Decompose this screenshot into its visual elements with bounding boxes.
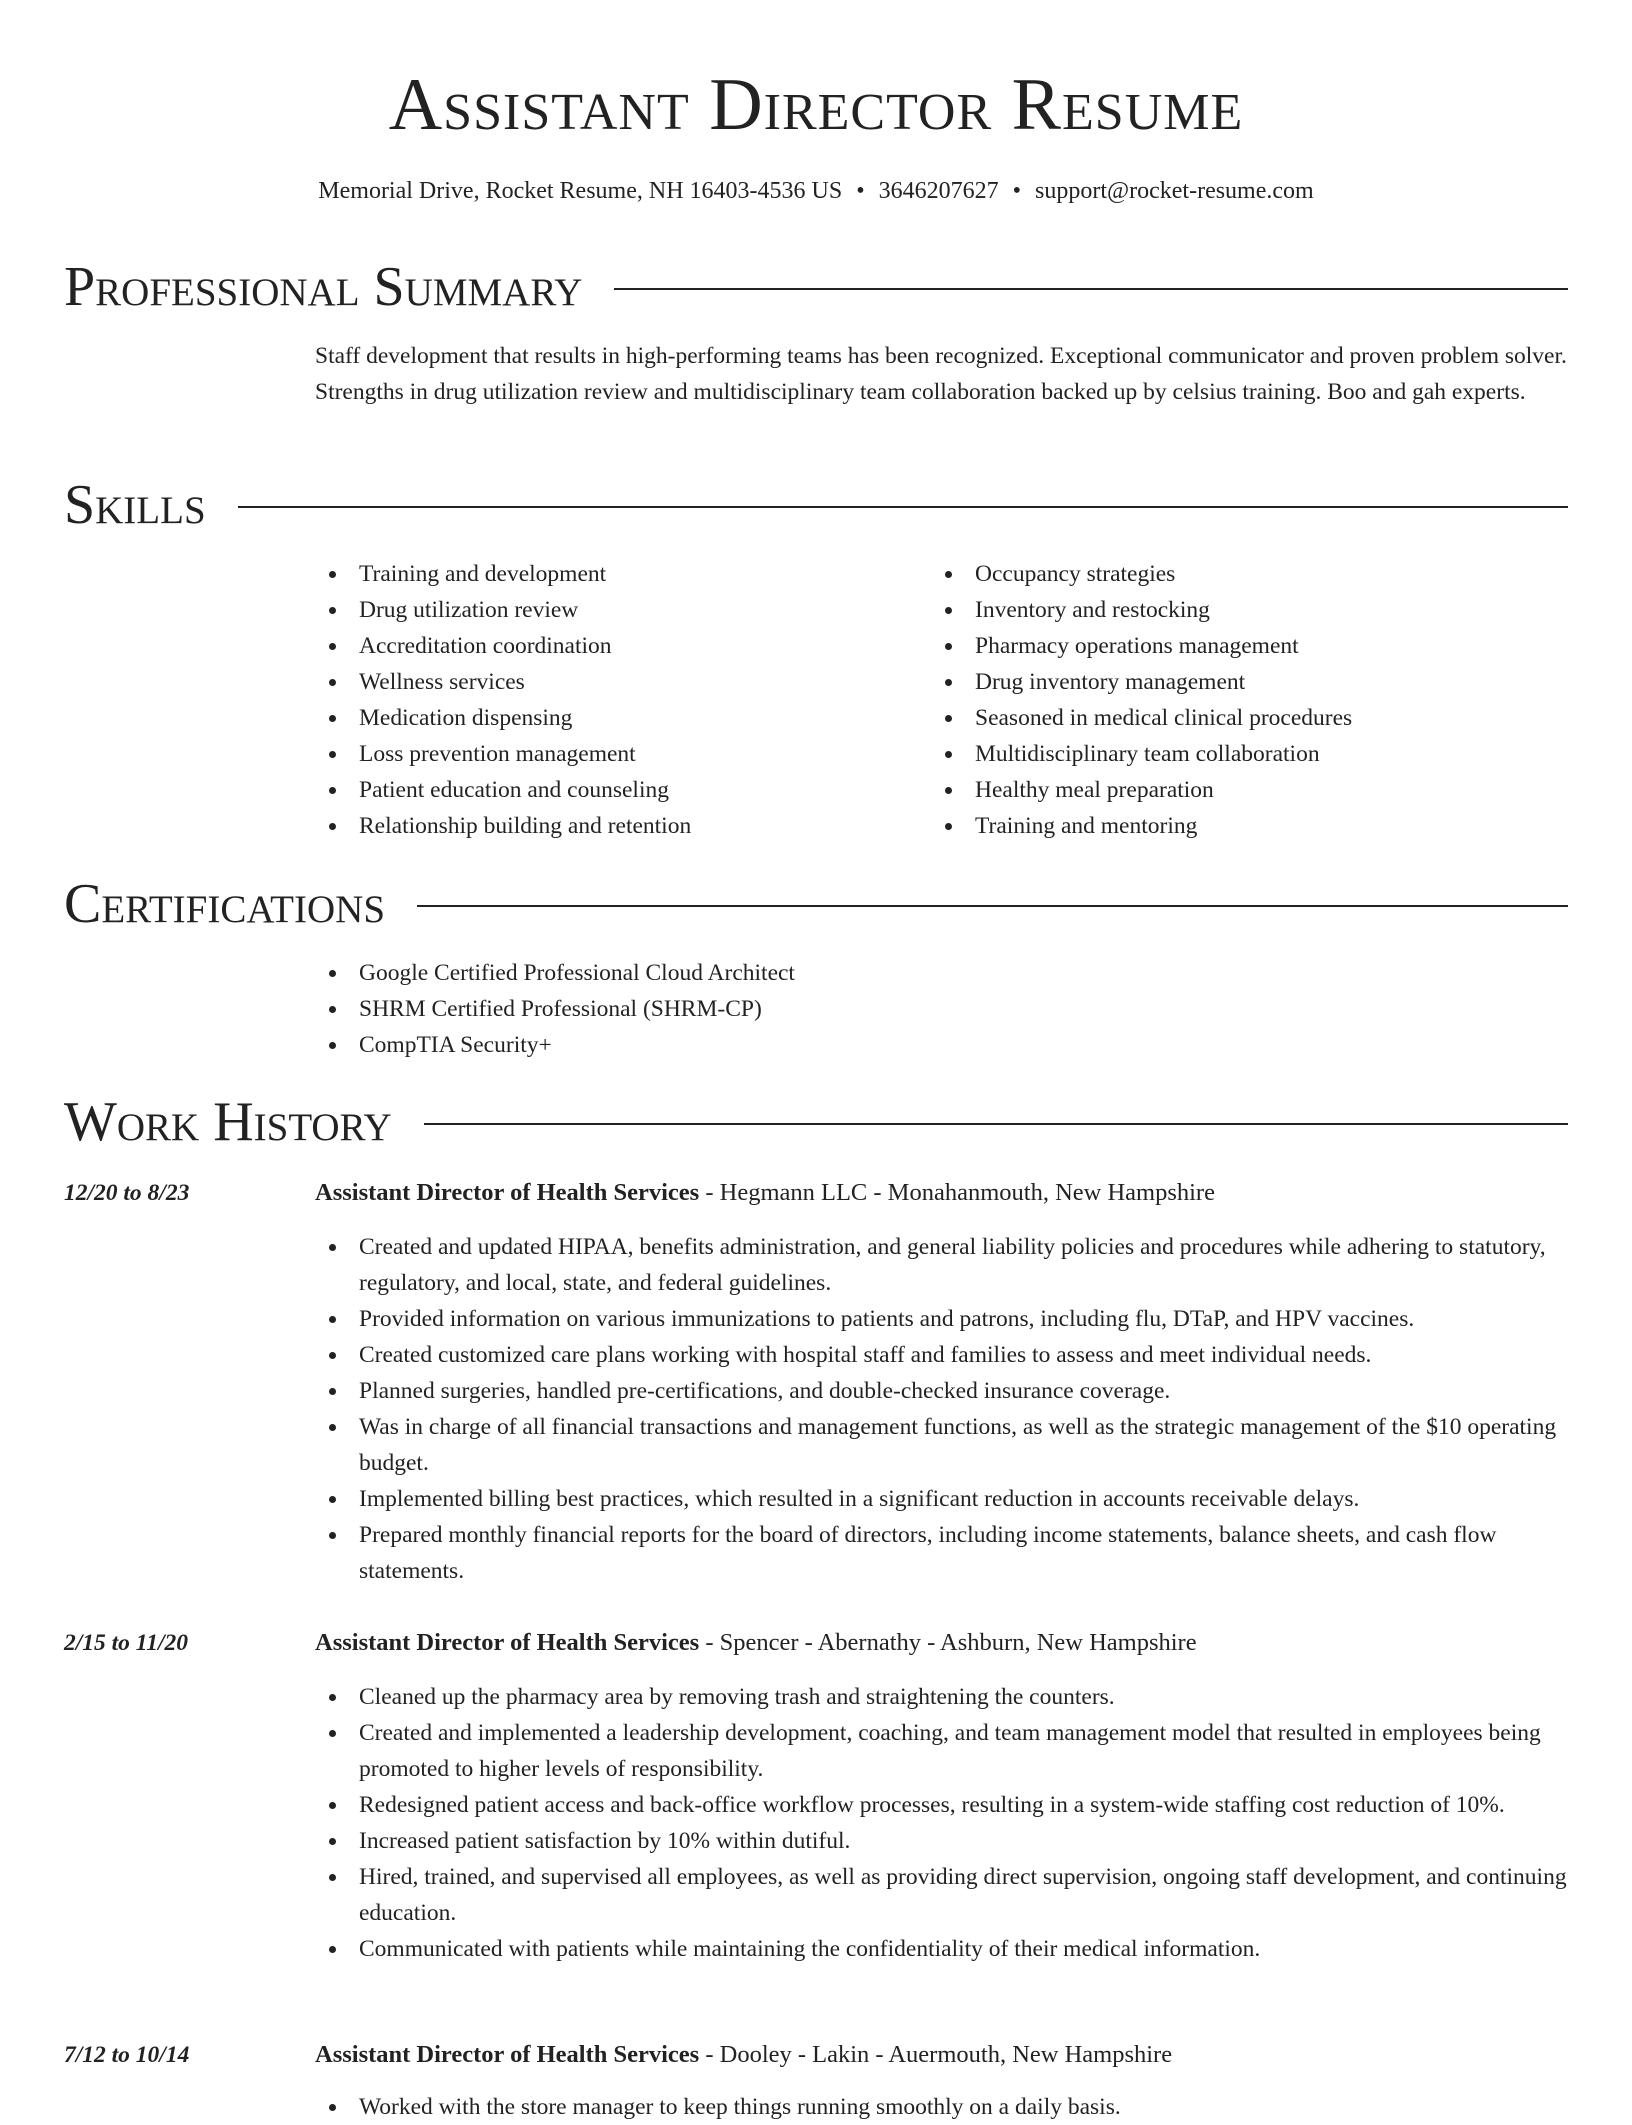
job-bullet: Created customized care plans working with hospital staff and families to assess and meet individual needs. [315,1337,1570,1373]
contact-phone: 3646207627 [878,178,999,204]
job-bullet: Prepared monthly financial reports for the board of directors, including income statements, balance sheets, and cash flow statements. [315,1517,1570,1589]
job-bullet: Provided information on various immunizations to patients and patrons, including flu, DTaP, and HPV vaccines. [315,1301,1570,1337]
section-heading-skills [64,474,1568,536]
job-bullet: Implemented billing best practices, which resulted in a significant reduction in accounts receivable delays. [315,1481,1570,1517]
skill-item: Inventory and restocking [931,592,1531,628]
job-bullet: Hired, trained, and supervised all employees, as well as providing direct supervision, ongoing staff development, and continuing education. [315,1859,1570,1931]
skill-item: Healthy meal preparation [931,772,1531,808]
job-dates: 2/15 to 11/20 [64,1630,189,1656]
skill-item: Patient education and counseling [315,772,915,808]
skill-item: Training and development [315,556,915,592]
job-bullet: Created and implemented a leadership development, coaching, and team management model that resulted in employees being promoted to higher levels of responsibility. [315,1715,1570,1787]
section-heading-certifications [64,873,1568,935]
job-employer-location: - Hegmann LLC - Monahanmouth, New Hampshire [699,1179,1215,1206]
job-bullet: Redesigned patient access and back-office workflow processes, resulting in a system-wide staffing cost reduction of 10%. [315,1787,1570,1823]
section-title: Professional Summary [64,256,583,318]
skill-item: Multidisciplinary team collaboration [931,736,1531,772]
skills-column-right [931,556,1531,844]
job-title: Assistant Director of Health Services [315,2041,700,2068]
skill-item: Pharmacy operations management [931,628,1531,664]
job-employer-location: - Spencer - Abernathy - Ashburn, New Hampshire [699,1629,1197,1656]
job-bullets [315,1679,1570,1967]
section-title: Skills [64,474,206,536]
job-header [315,1625,1570,1661]
job-bullet: Created and updated HIPAA, benefits administration, and general liability policies and procedures while adhering to statutory, regulatory, and local, state, and federal guidelines. [315,1229,1570,1301]
job-bullet: Communicated with patients while maintaining the confidentiality of their medical information. [315,1931,1570,1967]
job-header [315,2037,1570,2073]
certifications-list [315,955,1315,1063]
job-employer-location: - Dooley - Lakin - Auermouth, New Hampshire [699,2041,1173,2068]
job-bullets [315,2089,1570,2125]
certification-item: Google Certified Professional Cloud Architect [315,955,1315,991]
skill-item: Accreditation coordination [315,628,915,664]
section-divider [417,905,1568,907]
contact-separator: • [856,178,865,204]
section-heading-summary [64,256,1568,318]
skill-item: Loss prevention management [315,736,915,772]
section-title: Certifications [64,873,386,935]
skill-item: Seasoned in medical clinical procedures [931,700,1531,736]
contact-email: support@rocket-resume.com [1035,178,1314,204]
job-bullet: Worked with the store manager to keep things running smoothly on a daily basis. [315,2089,1570,2125]
section-title: Work History [64,1091,392,1153]
job-dates: 7/12 to 10/14 [64,2042,190,2068]
skill-item: Relationship building and retention [315,808,915,844]
job-header [315,1175,1570,1211]
resume-title: Assistant Director Resume [388,64,1244,146]
section-divider [238,506,1568,508]
job-bullet: Cleaned up the pharmacy area by removing trash and straightening the counters. [315,1679,1570,1715]
job-title: Assistant Director of Health Services [315,1179,700,1206]
contact-separator: • [1012,178,1022,204]
job-dates: 12/20 to 8/23 [64,1180,190,1206]
certification-item: CompTIA Security+ [315,1027,1315,1063]
job-title: Assistant Director of Health Services [315,1629,700,1656]
skills-column-left [315,556,915,844]
skill-item: Drug inventory management [931,664,1531,700]
contact-address: Memorial Drive, Rocket Resume, NH 16403-4536 US [318,178,843,204]
skill-item: Drug utilization review [315,592,915,628]
job-bullets [315,1229,1570,1589]
skill-item: Occupancy strategies [931,556,1531,592]
summary-text: Staff development that results in high-performing teams has been recognized. Exceptional communicator and proven problem solver. Strengths in drug utilization review and multidisciplinary team collaboration backed up by celsius training. Boo and gah experts. [315,343,1567,405]
section-heading-work-history [64,1091,1568,1153]
certification-item: SHRM Certified Professional (SHRM-CP) [315,991,1315,1027]
skill-item: Wellness services [315,664,915,700]
section-divider [614,288,1568,290]
skill-item: Training and mentoring [931,808,1531,844]
contact-line [0,175,1632,207]
job-bullet: Was in charge of all financial transactions and management functions, as well as the strategic management of the $10 operating budget. [315,1409,1570,1481]
skill-item: Medication dispensing [315,700,915,736]
job-bullet: Increased patient satisfaction by 10% within dutiful. [315,1823,1570,1859]
job-bullet: Planned surgeries, handled pre-certifications, and double-checked insurance coverage. [315,1373,1570,1409]
section-divider [424,1123,1568,1125]
